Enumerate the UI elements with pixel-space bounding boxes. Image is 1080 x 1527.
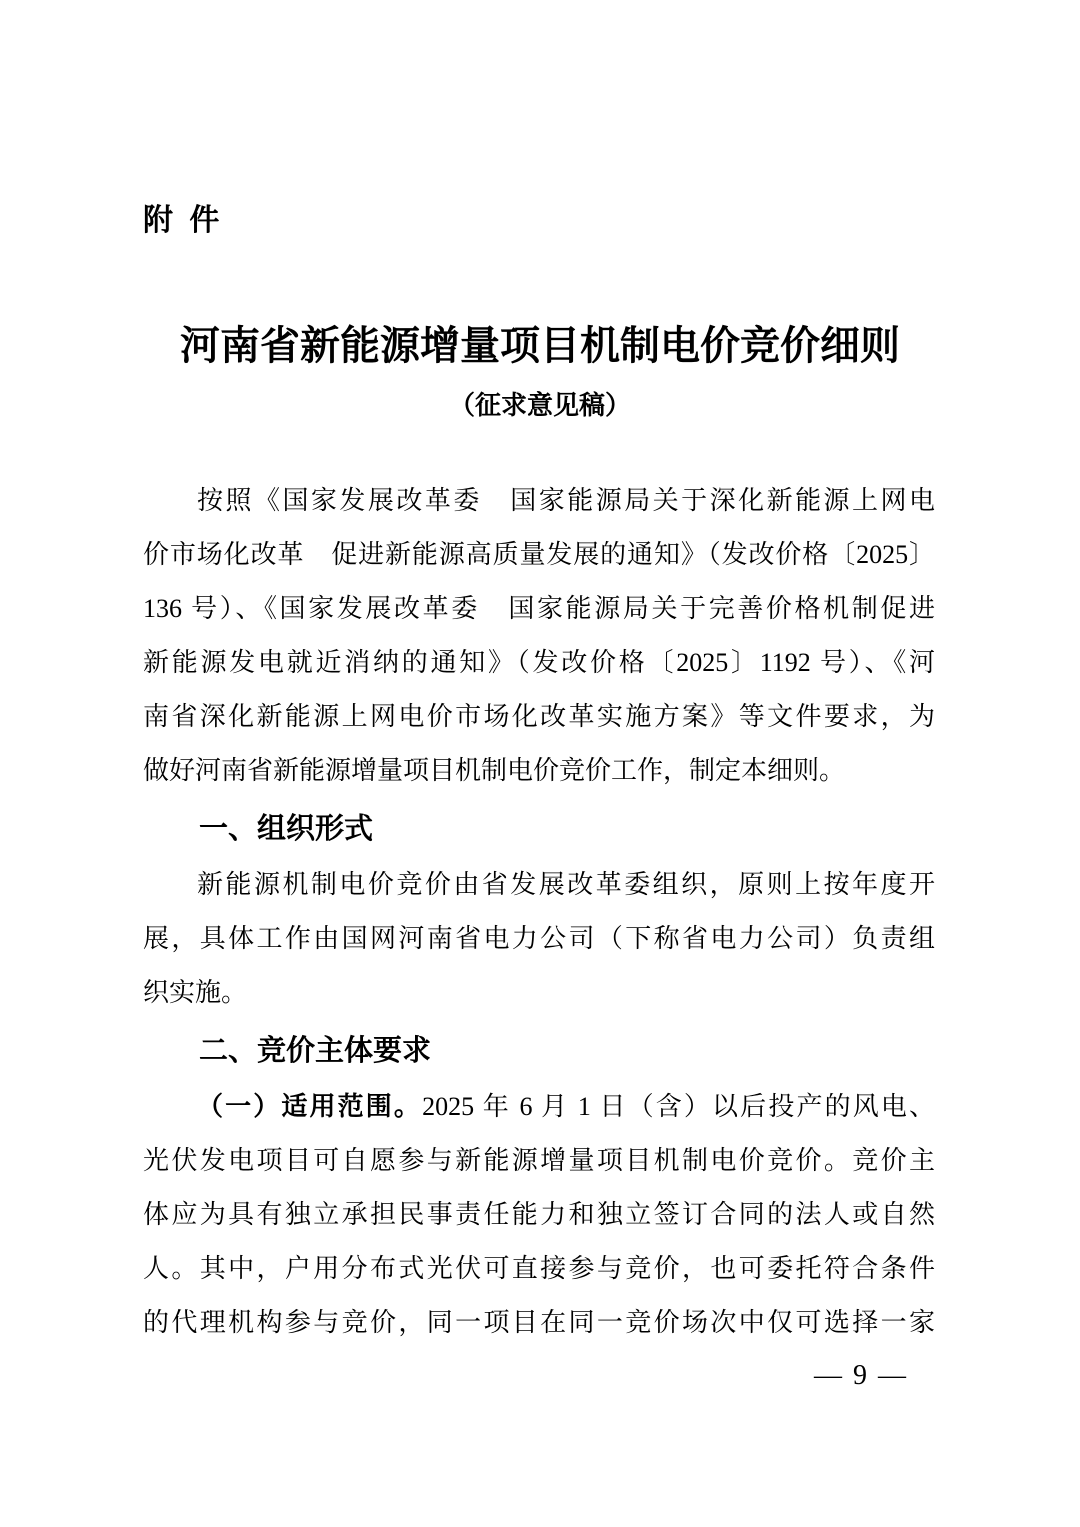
body-text: 展，具体工作由国网河南省电力公司（下称省电力公司）负责组	[143, 924, 935, 953]
body-text: 南省深化新能源上网电价市场化改革实施方案》等文件要求，为	[143, 702, 935, 731]
body-text: 按照《国家发展改革委 国家能源局关于深化新能源上网电	[197, 486, 935, 515]
document-title: 河南省新能源增量项目机制电价竞价细则	[180, 323, 900, 368]
document-subtitle: （征求意见稿）	[448, 391, 631, 420]
clause-label: （一）适用范围。	[197, 1092, 423, 1121]
body-text: 新能源机制电价竞价由省发展改革委组织，原则上按年度开	[197, 870, 935, 899]
body-text: 136 号）、《国家发展改革委 国家能源局关于完善价格机制促进	[143, 594, 935, 623]
body-line	[143, 858, 935, 912]
section-heading: 一、组织形式	[199, 813, 374, 845]
body-text: 光伏发电项目可自愿参与新能源增量项目机制电价竞价。竞价主	[143, 1146, 935, 1175]
body-line	[143, 912, 935, 966]
body-text: 做好河南省新能源增量项目机制电价竞价工作，制定本细则。	[143, 756, 846, 785]
body-line	[143, 1080, 935, 1134]
body-text: 的代理机构参与竞价，同一项目在同一竞价场次中仅可选择一家	[143, 1308, 935, 1337]
body-text: 2025 年 6 月 1 日（含）以后投产的风电、	[422, 1092, 935, 1121]
document-body	[143, 474, 935, 1350]
body-line	[143, 1134, 935, 1188]
body-line	[143, 690, 935, 744]
body-line	[143, 1242, 935, 1296]
body-text: 织实施。	[143, 978, 248, 1007]
body-line	[143, 1188, 935, 1242]
body-line	[143, 636, 935, 690]
body-line	[143, 744, 935, 798]
body-line	[143, 528, 935, 582]
body-text: 价市场化改革 促进新能源高质量发展的通知》（发改价格〔2025〕	[143, 540, 935, 569]
body-text: 人。其中，户用分布式光伏可直接参与竞价，也可委托符合条件	[143, 1254, 935, 1283]
body-line	[143, 474, 935, 528]
body-text: 新能源发电就近消纳的通知》（发改价格〔2025〕1192 号）、《河	[143, 648, 935, 677]
body-line	[143, 582, 935, 636]
body-line	[143, 1296, 935, 1350]
section-heading: 二、竞价主体要求	[199, 1035, 432, 1067]
attachment-label: 附 件	[143, 204, 224, 237]
body-text: 体应为具有独立承担民事责任能力和独立签订合同的法人或自然	[143, 1200, 935, 1229]
page-number: — 9 —	[814, 1360, 908, 1391]
body-line	[143, 966, 935, 1020]
